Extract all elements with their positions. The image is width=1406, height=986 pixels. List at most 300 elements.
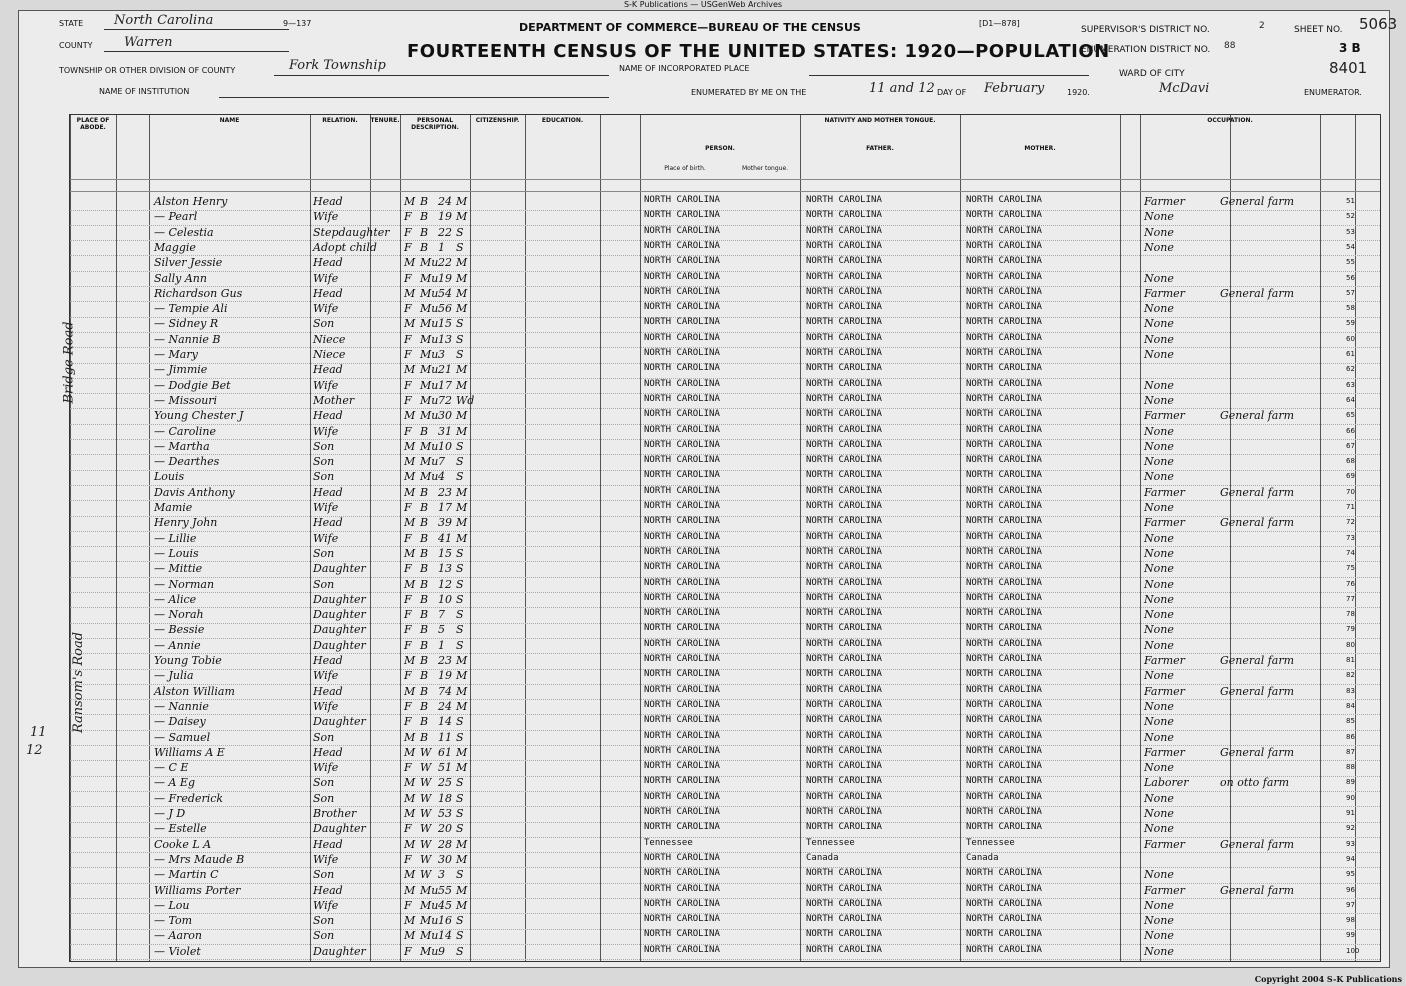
cell-occupation: Farmer <box>1144 684 1185 698</box>
cell-birthplace: NORTH CAROLINA <box>644 761 720 772</box>
cell-industry: General farm <box>1220 745 1295 759</box>
cell-race: B <box>420 638 429 652</box>
row-number: 93 <box>1346 839 1355 848</box>
cell-name: — Violet <box>154 944 201 958</box>
table-row <box>70 944 1380 961</box>
cell-mother-birthplace: NORTH CAROLINA <box>966 225 1042 236</box>
cell-relation: Wife <box>313 271 339 285</box>
cell-mother-birthplace: NORTH CAROLINA <box>966 898 1042 909</box>
cell-sex: F <box>404 531 412 545</box>
cell-occupation: Farmer <box>1144 516 1185 530</box>
row-number: 76 <box>1346 579 1355 588</box>
cell-marital: M <box>456 852 468 866</box>
cell-relation: Son <box>313 455 335 469</box>
cell-age: 20 <box>438 822 452 836</box>
cell-name: — Lou <box>154 898 190 912</box>
cell-race: W <box>420 776 432 790</box>
table-row <box>70 577 1380 594</box>
cell-father-birthplace: NORTH CAROLINA <box>806 944 882 955</box>
cell-age: 56 <box>438 302 452 316</box>
cell-father-birthplace: NORTH CAROLINA <box>806 317 882 328</box>
cell-industry: General farm <box>1220 286 1295 300</box>
cell-birthplace: NORTH CAROLINA <box>644 669 720 680</box>
cell-industry: General farm <box>1220 409 1295 423</box>
cell-name: — Samuel <box>154 730 211 744</box>
cell-father-birthplace: NORTH CAROLINA <box>806 669 882 680</box>
cell-father-birthplace: NORTH CAROLINA <box>806 256 882 267</box>
cell-mother-birthplace: NORTH CAROLINA <box>966 348 1042 358</box>
institution-label: NAME OF INSTITUTION <box>99 87 190 96</box>
row-number: 61 <box>1346 350 1355 358</box>
table-row <box>70 347 1380 364</box>
cell-race: B <box>420 424 429 438</box>
margin-note-road-2: Ransom's Road <box>71 631 87 734</box>
cell-sex: F <box>404 623 412 637</box>
cell-sex: F <box>404 225 412 239</box>
cell-mother-birthplace: NORTH CAROLINA <box>966 684 1042 695</box>
cell-race: B <box>420 546 429 560</box>
county-value: Warren <box>124 35 173 50</box>
cell-mother-birthplace: NORTH CAROLINA <box>966 332 1042 343</box>
row-number: 85 <box>1346 717 1355 726</box>
row-number: 63 <box>1346 380 1355 389</box>
cell-marital: M <box>456 501 468 514</box>
cell-marital: S <box>456 332 464 346</box>
cell-relation: Wife <box>313 898 339 912</box>
cell-name: Louis <box>154 470 185 484</box>
cell-occupation: None <box>1144 562 1174 576</box>
cell-occupation: None <box>1144 240 1174 254</box>
cell-name: — Alice <box>154 592 197 606</box>
cell-occupation: None <box>1144 761 1174 775</box>
cell-occupation: None <box>1144 623 1174 637</box>
table-row <box>70 439 1380 456</box>
table-row <box>70 255 1380 272</box>
cell-sex: M <box>404 914 416 928</box>
cell-birthplace: NORTH CAROLINA <box>644 898 720 909</box>
cell-birthplace: NORTH CAROLINA <box>644 225 720 236</box>
cell-father-birthplace: NORTH CAROLINA <box>806 730 882 741</box>
year-label: 1920. <box>1067 88 1090 97</box>
cell-mother-birthplace: NORTH CAROLINA <box>966 271 1042 282</box>
cell-age: 19 <box>438 271 452 285</box>
cell-marital: S <box>456 868 464 882</box>
cell-race: Mu <box>420 317 439 331</box>
cell-age: 11 <box>438 730 452 744</box>
table-row <box>70 592 1380 609</box>
cell-age: 45 <box>438 898 452 912</box>
table-row <box>70 225 1380 242</box>
cell-sex: F <box>404 761 412 775</box>
cell-occupation: None <box>1144 225 1174 239</box>
cell-marital: S <box>456 455 464 469</box>
cell-occupation: None <box>1144 332 1174 346</box>
cell-mother-birthplace: NORTH CAROLINA <box>966 439 1042 450</box>
cell-race: B <box>420 730 429 744</box>
cell-occupation: Farmer <box>1144 654 1185 667</box>
row-number: 90 <box>1346 793 1355 802</box>
cell-mother-birthplace: NORTH CAROLINA <box>966 455 1042 466</box>
cell-marital: M <box>456 195 468 208</box>
table-row <box>70 837 1380 854</box>
col-place-of-abode: PLACE OF ABODE. <box>76 117 110 131</box>
cell-birthplace: NORTH CAROLINA <box>644 240 720 251</box>
cell-mother-birthplace: NORTH CAROLINA <box>966 256 1042 267</box>
cell-marital: M <box>456 837 468 851</box>
cell-name: Alston William <box>154 684 235 698</box>
cell-name: — Tempie Ali <box>154 302 228 316</box>
cell-father-birthplace: NORTH CAROLINA <box>806 271 882 282</box>
cell-father-birthplace: NORTH CAROLINA <box>806 592 882 603</box>
row-number: 72 <box>1346 518 1355 527</box>
cell-father-birthplace: NORTH CAROLINA <box>806 501 882 511</box>
row-number: 79 <box>1346 625 1355 634</box>
table-row <box>70 699 1380 716</box>
col-personal: PERSONAL DESCRIPTION. <box>411 117 459 131</box>
cell-relation: Stepdaughter <box>313 225 390 239</box>
cell-birthplace: NORTH CAROLINA <box>644 424 720 435</box>
cell-mother-birthplace: NORTH CAROLINA <box>966 745 1042 756</box>
cell-age: 14 <box>438 715 452 729</box>
row-number: 75 <box>1346 564 1355 573</box>
cell-sex: M <box>404 654 416 667</box>
cell-father-birthplace: NORTH CAROLINA <box>806 745 882 756</box>
cell-name: — A Eg <box>154 776 196 790</box>
cell-name: Cooke L A <box>154 837 212 851</box>
cell-birthplace: NORTH CAROLINA <box>644 577 720 588</box>
cell-age: 41 <box>438 531 452 545</box>
enumerated-label: ENUMERATED BY ME ON THE <box>691 88 807 97</box>
cell-birthplace: NORTH CAROLINA <box>644 745 720 756</box>
col-nativity: NATIVITY AND MOTHER TONGUE. <box>824 117 936 124</box>
cell-sex: F <box>404 562 412 576</box>
cell-father-birthplace: NORTH CAROLINA <box>806 791 882 802</box>
cell-relation: Son <box>313 929 335 943</box>
cell-father-birthplace: NORTH CAROLINA <box>806 470 882 481</box>
cell-name: — C E <box>154 761 189 775</box>
margin-note-11: 11 <box>30 725 47 740</box>
cell-relation: Head <box>313 516 343 530</box>
cell-sex: F <box>404 608 412 622</box>
cell-birthplace: NORTH CAROLINA <box>644 929 720 940</box>
row-number: 53 <box>1346 227 1355 236</box>
cell-occupation: None <box>1144 302 1174 316</box>
row-number: 80 <box>1346 640 1355 649</box>
cell-race: B <box>420 225 429 239</box>
cell-marital: M <box>456 271 468 285</box>
table-row <box>70 393 1380 410</box>
cell-father-birthplace: NORTH CAROLINA <box>806 210 882 221</box>
cell-race: B <box>420 669 429 683</box>
cell-mother-birthplace: NORTH CAROLINA <box>966 302 1042 313</box>
cell-age: 74 <box>438 684 452 698</box>
cell-father-birthplace: NORTH CAROLINA <box>806 608 882 619</box>
cell-birthplace: NORTH CAROLINA <box>644 286 720 297</box>
cell-race: B <box>420 210 429 224</box>
cell-father-birthplace: NORTH CAROLINA <box>806 378 882 389</box>
table-row <box>70 332 1380 349</box>
cell-age: 24 <box>438 195 452 208</box>
cell-name: — Norah <box>154 608 204 622</box>
enumerator-label: ENUMERATOR. <box>1304 88 1362 97</box>
cell-father-birthplace: NORTH CAROLINA <box>806 393 882 404</box>
table-row <box>70 546 1380 563</box>
cell-father-birthplace: NORTH CAROLINA <box>806 577 882 588</box>
cell-occupation: None <box>1144 577 1174 591</box>
cell-marital: M <box>456 669 468 683</box>
table-row <box>70 714 1380 731</box>
cell-relation: Wife <box>313 210 339 224</box>
cell-birthplace: NORTH CAROLINA <box>644 455 720 466</box>
row-number: 86 <box>1346 732 1355 741</box>
cell-race: B <box>420 608 429 622</box>
row-number: 81 <box>1346 656 1355 664</box>
row-number: 66 <box>1346 426 1355 435</box>
cell-birthplace: NORTH CAROLINA <box>644 791 720 802</box>
cell-occupation: None <box>1144 378 1174 392</box>
cell-occupation: None <box>1144 929 1174 943</box>
cell-sex: F <box>404 592 412 606</box>
cell-birthplace: NORTH CAROLINA <box>644 715 720 726</box>
cell-birthplace: NORTH CAROLINA <box>644 271 720 282</box>
cell-age: 12 <box>438 577 452 591</box>
cell-relation: Son <box>313 791 335 805</box>
cell-name: — Mrs Maude B <box>154 852 245 866</box>
cell-marital: S <box>456 730 464 744</box>
cell-age: 54 <box>438 286 452 300</box>
cell-relation: Wife <box>313 531 339 545</box>
cell-marital: M <box>456 363 468 377</box>
cell-relation: Daughter <box>313 715 366 729</box>
cell-name: Henry John <box>154 516 218 530</box>
cell-sex: F <box>404 210 412 224</box>
cell-marital: S <box>456 562 464 576</box>
cell-occupation: None <box>1144 638 1174 652</box>
cell-age: 7 <box>438 608 445 622</box>
cell-age: 17 <box>438 378 452 392</box>
cell-birthplace: NORTH CAROLINA <box>644 195 720 205</box>
cell-age: 3 <box>438 348 445 361</box>
col-place-of-birth: Place of birth. <box>664 165 706 172</box>
cell-name: — J D <box>154 807 186 820</box>
cell-father-birthplace: NORTH CAROLINA <box>806 776 882 787</box>
cell-occupation: Farmer <box>1144 286 1185 300</box>
cell-birthplace: Tennessee <box>644 837 693 848</box>
cell-father-birthplace: NORTH CAROLINA <box>806 883 882 894</box>
cell-relation: Son <box>313 317 335 331</box>
cell-age: 10 <box>438 439 452 453</box>
row-number: 65 <box>1346 411 1355 420</box>
row-number: 100 <box>1346 946 1360 955</box>
cell-race: B <box>420 562 429 576</box>
cell-father-birthplace: NORTH CAROLINA <box>806 225 882 236</box>
ed-label: ENUMERATION DISTRICT NO. <box>1081 45 1211 55</box>
cell-mother-birthplace: NORTH CAROLINA <box>966 654 1042 664</box>
cell-age: 61 <box>438 745 452 759</box>
cell-birthplace: NORTH CAROLINA <box>644 348 720 358</box>
cell-occupation: Farmer <box>1144 485 1185 499</box>
cell-mother-birthplace: NORTH CAROLINA <box>966 791 1042 802</box>
cell-sex: F <box>404 501 412 514</box>
cell-father-birthplace: NORTH CAROLINA <box>806 623 882 634</box>
sheet-stamp: 5063 <box>1359 15 1398 33</box>
cell-relation: Brother <box>313 807 357 820</box>
cell-race: B <box>420 654 429 667</box>
cell-sex: M <box>404 577 416 591</box>
cell-sex: M <box>404 455 416 469</box>
cell-occupation: None <box>1144 501 1174 514</box>
cell-age: 5 <box>438 623 445 637</box>
cell-relation: Wife <box>313 669 339 683</box>
col-citizenship: CITIZENSHIP. <box>475 117 520 124</box>
cell-relation: Daughter <box>313 638 366 652</box>
cell-name: — Julia <box>154 669 194 683</box>
table-row <box>70 316 1380 333</box>
cell-father-birthplace: NORTH CAROLINA <box>806 409 882 420</box>
table-row <box>70 867 1380 884</box>
row-number: 77 <box>1346 594 1355 603</box>
cell-mother-birthplace: NORTH CAROLINA <box>966 485 1042 496</box>
row-number: 52 <box>1346 212 1355 221</box>
day-of-label: DAY OF <box>937 88 967 97</box>
cell-father-birthplace: NORTH CAROLINA <box>806 898 882 909</box>
row-number: 97 <box>1346 900 1355 909</box>
cell-relation: Wife <box>313 424 339 438</box>
row-number: 88 <box>1346 763 1355 772</box>
cell-relation: Wife <box>313 699 339 713</box>
cell-age: 24 <box>438 699 452 713</box>
cell-birthplace: NORTH CAROLINA <box>644 439 720 450</box>
cell-marital: S <box>456 944 464 958</box>
cell-race: W <box>420 745 432 759</box>
cell-occupation: None <box>1144 424 1174 438</box>
cell-age: 15 <box>438 317 452 331</box>
cell-sex: M <box>404 516 416 530</box>
cell-name: — Jimmie <box>154 363 208 377</box>
cell-birthplace: NORTH CAROLINA <box>644 409 720 420</box>
cell-birthplace: NORTH CAROLINA <box>644 699 720 710</box>
cell-sex: M <box>404 791 416 805</box>
cell-mother-birthplace: NORTH CAROLINA <box>966 210 1042 221</box>
cell-name: — Missouri <box>154 393 218 407</box>
cell-mother-birthplace: NORTH CAROLINA <box>966 577 1042 588</box>
cell-relation: Daughter <box>313 592 366 606</box>
cell-relation: Daughter <box>313 623 366 637</box>
cell-birthplace: NORTH CAROLINA <box>644 546 720 557</box>
cell-mother-birthplace: NORTH CAROLINA <box>966 944 1042 955</box>
cell-sex: F <box>404 240 412 254</box>
cell-marital: M <box>456 761 468 775</box>
cell-relation: Head <box>313 363 343 377</box>
cell-age: 17 <box>438 501 452 514</box>
cell-age: 7 <box>438 455 445 469</box>
cell-marital: M <box>456 699 468 713</box>
cell-father-birthplace: NORTH CAROLINA <box>806 195 882 205</box>
cell-marital: M <box>456 684 468 698</box>
cell-name: — Nannie B <box>154 332 221 346</box>
cell-name: Young Tobie <box>154 654 222 667</box>
cell-mother-birthplace: NORTH CAROLINA <box>966 699 1042 710</box>
cell-birthplace: NORTH CAROLINA <box>644 776 720 787</box>
cell-marital: S <box>456 225 464 239</box>
cell-occupation: Farmer <box>1144 195 1185 208</box>
cell-industry: General farm <box>1220 883 1295 897</box>
cell-marital: M <box>456 516 468 530</box>
table-row <box>70 607 1380 624</box>
cell-sex: M <box>404 745 416 759</box>
cell-name: Williams A E <box>154 745 225 759</box>
row-number: 59 <box>1346 319 1355 328</box>
month-value: February <box>984 81 1045 96</box>
cell-occupation: None <box>1144 546 1174 560</box>
cell-sex: F <box>404 378 412 392</box>
cell-relation: Wife <box>313 852 339 866</box>
cell-industry: General farm <box>1220 684 1295 698</box>
table-row <box>70 622 1380 639</box>
cell-name: — Louis <box>154 546 199 560</box>
cell-race: W <box>420 791 432 805</box>
cell-occupation: None <box>1144 898 1174 912</box>
cell-age: 3 <box>438 868 445 882</box>
cell-name: — Mary <box>154 348 198 361</box>
cell-sex: F <box>404 699 412 713</box>
cell-mother-birthplace: NORTH CAROLINA <box>966 776 1042 787</box>
row-number: 69 <box>1346 472 1355 481</box>
cell-age: 19 <box>438 210 452 224</box>
row-number: 83 <box>1346 686 1355 695</box>
cell-marital: M <box>456 654 468 667</box>
census-grid <box>26 114 1381 962</box>
cell-birthplace: NORTH CAROLINA <box>644 317 720 328</box>
row-number: 71 <box>1346 503 1355 511</box>
cell-relation: Son <box>313 868 335 882</box>
table-row <box>70 730 1380 747</box>
col-person: PERSON. <box>705 145 735 152</box>
table-row <box>70 301 1380 318</box>
row-number: 60 <box>1346 334 1355 343</box>
cell-relation: Head <box>313 745 343 759</box>
cell-mother-birthplace: NORTH CAROLINA <box>966 409 1042 420</box>
cell-age: 30 <box>438 409 452 423</box>
cell-birthplace: NORTH CAROLINA <box>644 638 720 649</box>
cell-relation: Wife <box>313 501 339 514</box>
cell-birthplace: NORTH CAROLINA <box>644 516 720 527</box>
table-row <box>70 240 1380 257</box>
cell-race: Mu <box>420 271 439 285</box>
cell-birthplace: NORTH CAROLINA <box>644 210 720 221</box>
row-number: 51 <box>1346 197 1355 205</box>
cell-sex: M <box>404 837 416 851</box>
row-number: 91 <box>1346 809 1355 817</box>
cell-name: — Sidney R <box>154 317 219 331</box>
cell-race: Mu <box>420 302 439 316</box>
cell-occupation: Laborer <box>1144 776 1189 790</box>
cell-mother-birthplace: NORTH CAROLINA <box>966 592 1042 603</box>
cell-age: 25 <box>438 776 452 790</box>
row-number: 57 <box>1346 288 1355 297</box>
cell-name: — Tom <box>154 914 193 928</box>
cell-sex: M <box>404 546 416 560</box>
cell-marital: M <box>456 745 468 759</box>
cell-sex: F <box>404 852 412 866</box>
cell-race: Mu <box>420 256 439 270</box>
table-row <box>70 745 1380 762</box>
cell-relation: Head <box>313 286 343 300</box>
cell-name: Young Chester J <box>154 409 244 423</box>
census-title: FOURTEENTH CENSUS OF THE UNITED STATES: 1920—POPULATION <box>407 41 1110 62</box>
cell-age: 14 <box>438 929 452 943</box>
cell-race: W <box>420 852 432 866</box>
